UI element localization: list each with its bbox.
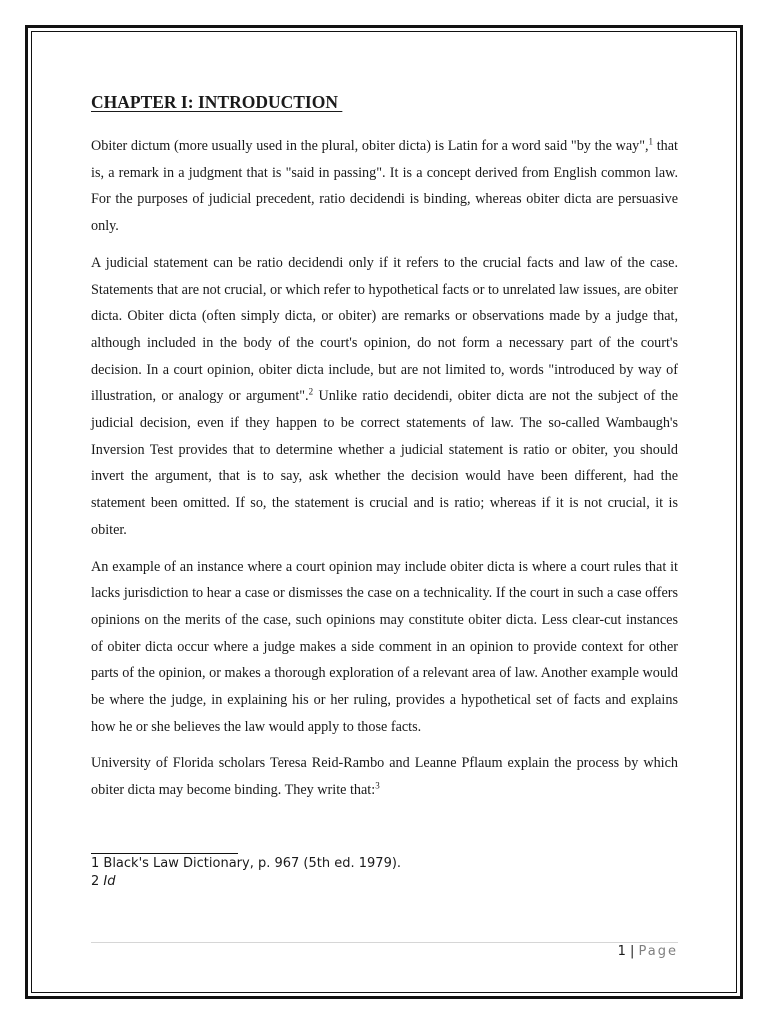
- paragraph-text: Obiter dictum (more usually used in the plural, obiter dicta) is Latin for a word said "by the way",: [91, 138, 649, 154]
- page-label: Page: [638, 944, 678, 959]
- page-body: [91, 92, 678, 814]
- footer-separator-bar: |: [625, 944, 639, 959]
- footnote-1: 1 Black's Law Dictionary, p. 967 (5th ed. 1979).: [91, 856, 402, 871]
- footnote-reference: 3: [375, 780, 380, 791]
- footnote-number: 2: [91, 874, 104, 889]
- footnote-2: [91, 874, 116, 889]
- paragraph-florida-scholars: [91, 750, 678, 803]
- footnote-reference: 2: [308, 386, 314, 397]
- paragraph-text: A judicial statement can be ratio decidendi only if it refers to the crucial facts and law of the case. Statements that are not crucial, or which refer to hypothetical facts or to unrelated law issues, are obiter dicta. Obiter dicta (often simply dicta, or obiter) are remarks or observations made by a judge that, although included in the body of the court's opinion, do not form a necessary part of the court's decision. In a court opinion, obiter dicta include, but are not limited to, words "introduced by way of illustration, or analogy or argument".: [91, 254, 678, 405]
- chapter-title: CHAPTER I: INTRODUCTION: [91, 92, 343, 112]
- footnote-reference: 1: [648, 136, 654, 147]
- paragraph-text: University of Florida scholars Teresa Reid-Rambo and Leanne Pflaum explain the process by which obiter dicta may become binding. They write that:: [91, 755, 678, 799]
- footnote-text: Id: [103, 874, 116, 889]
- paragraph-text: that is, a remark in a judgment that is "said in passing". It is a concept derived from English common law. For the purposes of judicial precedent, ratio decidendi is binding, whereas obiter dicta are persuasive only.: [91, 138, 678, 235]
- footer-separator: [91, 942, 678, 943]
- paragraph-obiter-definition: [91, 133, 678, 240]
- page-footer: [618, 944, 678, 959]
- paragraph-example: An example of an instance where a court opinion may include obiter dicta is where a court rules that it lacks jurisdiction to hear a case or dismisses the case on a technicality. If the court in such a case offers opinions on the merits of the case, such opinions may constitute obiter dicta. Less clear-cut instances of obiter dicta occur where a judge makes a side comment in an opinion to provide context for other parts of the opinion, or makes a thorough exploration of a relevant area of law. Another example would be where the judge, in explaining his or her ruling, provides a hypothetical set of facts and explains how he or she believes the law would apply to those facts.: [91, 558, 678, 735]
- paragraph-text: Unlike ratio decidendi, obiter dicta are not the subject of the judicial decision, even if they happen to be correct statements of law. The so-called Wambaugh's Inversion Test provides that to determine whether a judicial statement is ratio or obiter, you should invert the argument, that is to say, ask whether the decision would have been different, had the statement been omitted. If so, the statement is crucial and is ratio; whereas if it is not crucial, it is obiter.: [91, 388, 678, 538]
- page-number: 1: [617, 944, 626, 959]
- paragraph-ratio-decidendi: [91, 250, 678, 544]
- footnote-separator: [91, 853, 238, 854]
